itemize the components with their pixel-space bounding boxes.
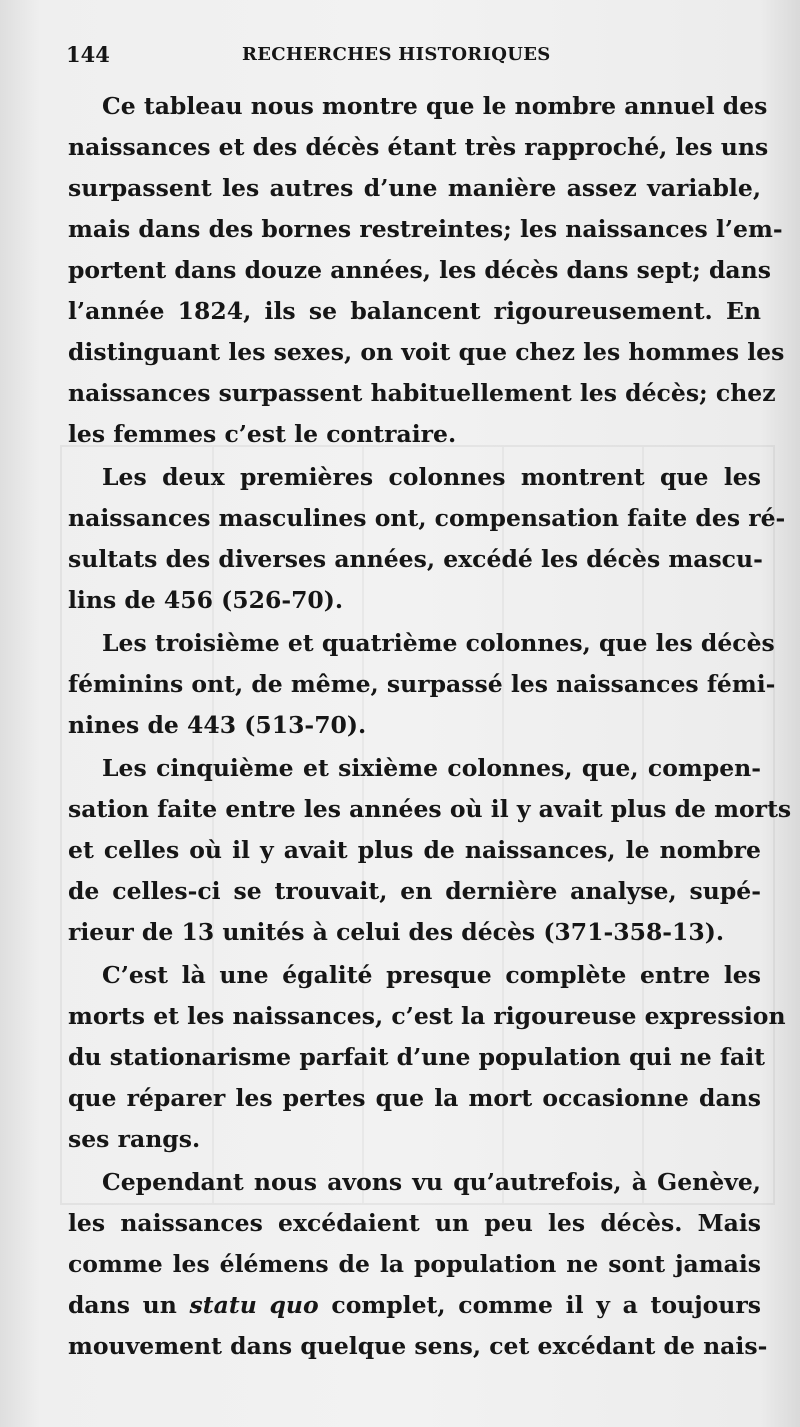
text-line <box>68 1285 761 1326</box>
text-line: nines de 443 (513-70). <box>68 711 367 739</box>
paragraph <box>68 86 785 455</box>
text-line: Les troisième et quatrième colonnes, que les décès <box>102 629 775 657</box>
text-line: sation faite entre les années où il y avait plus de morts <box>68 795 792 823</box>
text-line: l’année 1824, ils se balancent rigoureusement. En <box>68 297 761 325</box>
text-line: que réparer les pertes que la mort occasionne dans <box>68 1084 761 1112</box>
text-line: surpassent les autres d’une manière assez variable, <box>68 174 761 202</box>
text-line: Les deux premières colonnes montrent que les <box>102 463 761 491</box>
text-line: sultats des diverses années, excédé les décès mascu- <box>68 545 763 573</box>
text-run: dans un <box>68 1291 190 1319</box>
text-line: Les cinquième et sixième colonnes, que, compen- <box>102 754 761 782</box>
text-line: portent dans douze années, les décès dans sept; dans <box>68 256 771 284</box>
text-line: distinguant les sexes, on voit que chez les hommes les <box>68 338 785 366</box>
text-line: et celles où il y avait plus de naissances, le nombre <box>68 836 761 864</box>
text-line: du stationarisme parfait d’une population qui ne fait <box>68 1043 766 1071</box>
text-run: complet, comme il y a toujours <box>318 1291 761 1319</box>
text-line: lins de 456 (526-70). <box>68 586 344 614</box>
text-line: C’est là une égalité presque complète entre les <box>102 961 761 989</box>
text-line: rieur de 13 unités à celui des décès (371-358-13). <box>68 918 725 946</box>
paragraph <box>68 955 786 1160</box>
page-number: 144 <box>66 42 110 67</box>
text-line: Ce tableau nous montre que le nombre annuel des <box>102 92 768 120</box>
text-line: naissances et des décès étant très rapproché, les uns <box>68 133 769 161</box>
paragraph <box>68 748 792 953</box>
text-line: les naissances excédaient un peu les décès. Mais <box>68 1209 761 1237</box>
paragraph <box>68 623 776 746</box>
text-line: morts et les naissances, c’est la rigoureuse expression <box>68 1002 786 1030</box>
text-line: comme les élémens de la population ne sont jamais <box>68 1250 761 1278</box>
text-line: naissances surpassent habituellement les décès; chez <box>68 379 776 407</box>
running-title: RECHERCHES HISTORIQUES <box>242 44 551 65</box>
text-line: mouvement dans quelque sens, cet excédant de nais- <box>68 1332 768 1360</box>
text-line: ses rangs. <box>68 1125 201 1153</box>
paragraph <box>68 1162 768 1367</box>
text-line: les femmes c’est le contraire. <box>68 420 457 448</box>
text-line: de celles-ci se trouvait, en dernière analyse, supé- <box>68 877 761 905</box>
italic-phrase: statu quo <box>189 1291 319 1319</box>
text-line: mais dans des bornes restreintes; les naissances l’em- <box>68 215 783 243</box>
page-header <box>66 42 756 74</box>
text-line: féminins ont, de même, surpassé les naissances fémi- <box>68 670 776 698</box>
paragraph <box>68 457 786 621</box>
text-line: Cependant nous avons vu qu’autrefois, à Genève, <box>102 1168 761 1196</box>
text-line: naissances masculines ont, compensation faite des ré- <box>68 504 786 532</box>
body-text <box>68 86 792 1367</box>
